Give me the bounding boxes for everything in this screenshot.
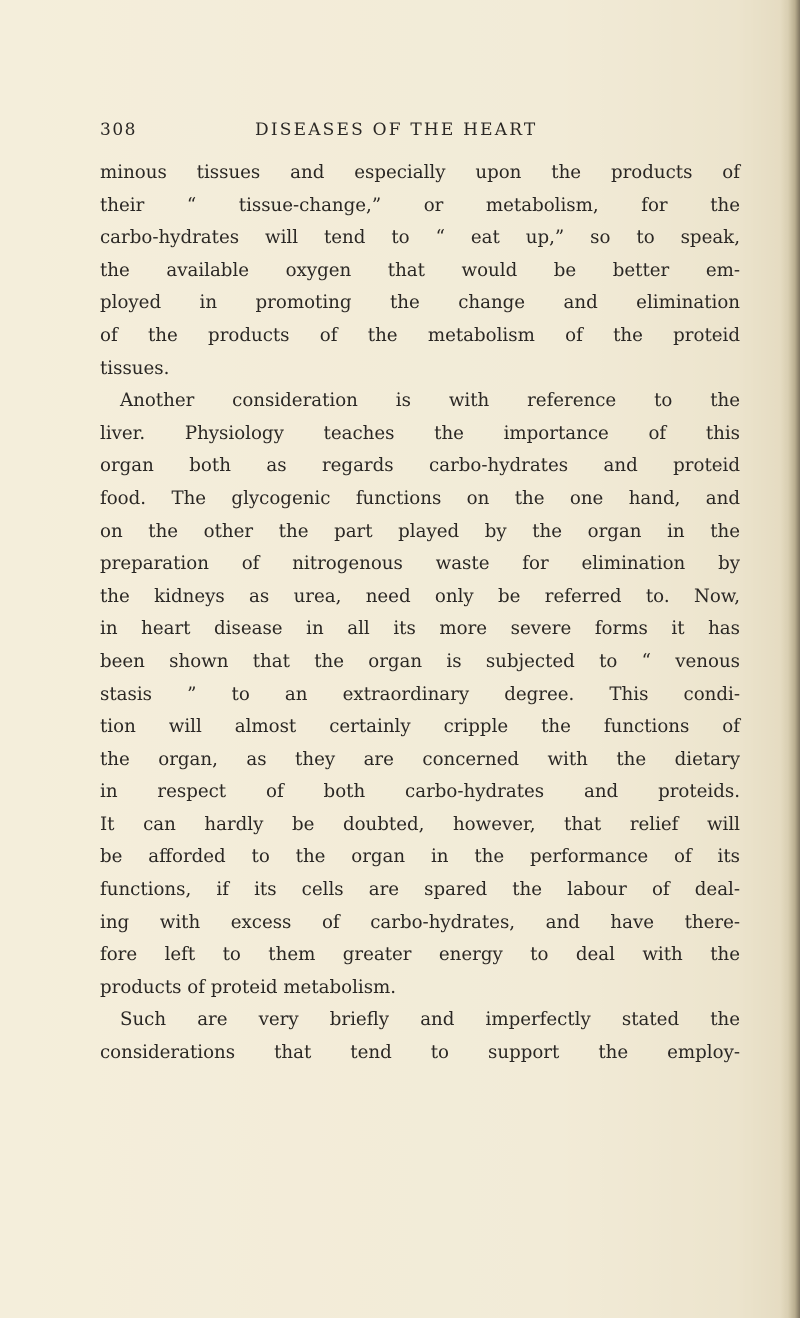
running-title: DISEASES OF THE HEART: [255, 120, 538, 140]
text-line: fore left to them greater energy to deal with the: [100, 944, 740, 966]
text-line: in heart disease in all its more severe forms it has: [100, 618, 740, 640]
text-line: food. The glycogenic functions on the one hand, and: [100, 487, 740, 509]
paragraph-start-line: Another consideration is with reference to the: [120, 390, 740, 412]
text-line: products of proteid metabolism.: [100, 976, 397, 998]
text-line: the available oxygen that would be better em-: [100, 259, 740, 281]
text-line: the kidneys as urea, need only be referred to. Now,: [100, 585, 740, 607]
text-line: in respect of both carbo-hydrates and proteids.: [100, 781, 740, 803]
text-line: of the products of the metabolism of the proteid: [100, 324, 740, 346]
text-line: be afforded to the organ in the performance of its: [100, 846, 740, 868]
text-line: considerations that tend to support the employ-: [100, 1042, 740, 1064]
text-line: minous tissues and especially upon the products of: [100, 162, 740, 183]
text-line: ing with excess of carbo-hydrates, and have there-: [100, 911, 740, 933]
text-line: the organ, as they are concerned with the dietary: [100, 748, 740, 770]
page-edge-shadow: [780, 0, 800, 1318]
paragraph-start-line: Such are very briefly and imperfectly stated the: [120, 1009, 740, 1031]
text-line: tion will almost certainly cripple the functions of: [100, 716, 740, 738]
page-header: [100, 118, 740, 148]
body-text: [100, 157, 740, 1070]
text-line: tissues.: [100, 357, 170, 379]
text-line: on the other the part played by the organ in the: [100, 520, 740, 542]
text-line: their “ tissue-change,” or metabolism, for the: [100, 194, 740, 216]
text-line: stasis ” to an extraordinary degree. This condi-: [100, 683, 740, 705]
text-line: It can hardly be doubted, however, that relief will: [100, 813, 740, 835]
text-line: been shown that the organ is subjected to “ venous: [100, 650, 740, 672]
text-line: functions, if its cells are spared the labour of deal-: [100, 879, 740, 901]
text-line: carbo-hydrates will tend to “ eat up,” so to speak,: [100, 227, 740, 249]
text-line: ployed in promoting the change and elimination: [100, 292, 740, 314]
text-line: organ both as regards carbo-hydrates and proteid: [100, 455, 740, 477]
text-line: preparation of nitrogenous waste for elimination by: [100, 553, 740, 575]
text-line: liver. Physiology teaches the importance of this: [100, 422, 740, 444]
page-number: 308: [100, 120, 137, 140]
